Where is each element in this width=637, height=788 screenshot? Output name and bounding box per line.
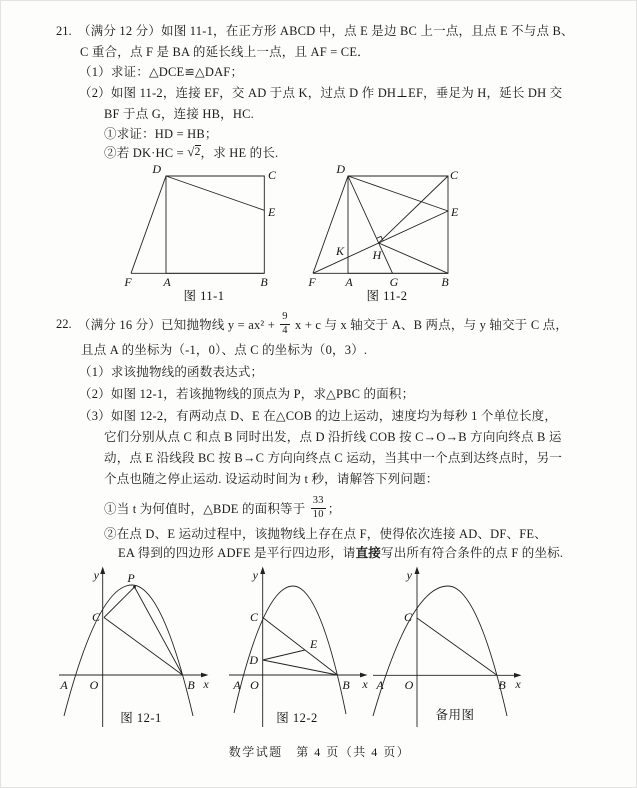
fig12-1-label-O: O (89, 678, 99, 692)
p22-line-1 (78, 309, 568, 339)
segment-DB (263, 660, 338, 675)
fig12-1-label-B: B (187, 678, 195, 692)
fig-spare-label-x: x (515, 677, 521, 691)
figure-11-2 (301, 159, 466, 307)
p22-sub-2-line-2 (118, 544, 563, 560)
fig12-2-label-x: x (362, 677, 368, 691)
fig12-2-label-D: D (249, 653, 258, 667)
p22-line-1-post: x + c 与 x 轴交于 A、B 两点，与 y 轴交于 C 点， (291, 318, 569, 332)
parabola (64, 585, 193, 716)
p22-line-2: 且点 A 的坐标为（-1，0）、点 C 的坐标为（0，3）. (81, 343, 368, 357)
fig11-2-label-K: K (335, 244, 344, 258)
radicand: 2 (194, 146, 201, 158)
fig11-2-label-A: A (345, 275, 353, 289)
fig11-1-label-B: B (260, 275, 268, 289)
fig11-2-label-D: D (336, 162, 345, 176)
fig-spare-label-A: A (376, 678, 384, 692)
fraction-33-10: $\frac{33}{10}$ (312, 495, 324, 520)
p21-sub-2-text: ②若 DK·HC = (104, 146, 188, 160)
p22-item-3-line-1: （3）如图 12-2，有两动点 D、E 在△COB 的边上运动，速度均为每秒 1 个单位长度， (79, 409, 558, 423)
fig11-2-caption: 图 11-2 (366, 289, 408, 303)
fig11-1-label-A: A (163, 275, 171, 289)
fig12-2-label-A: A (233, 678, 241, 692)
fig11-1-label-E: E (268, 205, 276, 219)
p22-sub-1-pre: ①当 t 为何值时，△BDE 的面积等于 (104, 502, 309, 516)
fig12-1-label-C: C (91, 610, 100, 624)
fig12-2-label-C: C (249, 610, 258, 624)
p22-sub-1 (104, 493, 340, 523)
figure-spare (369, 561, 531, 731)
fig12-1-label-y: y (93, 568, 99, 582)
fig11-2-label-B: B (441, 275, 449, 289)
segment-DF (313, 176, 348, 273)
fig11-2-label-F: F (308, 275, 316, 289)
fig11-1-label-D: D (152, 162, 161, 176)
sqrt-2-expression (187, 145, 200, 159)
y-axis-arrow (415, 567, 420, 575)
p21-line-1: （满分 12 分）如图 11-1，在正方形 ABCD 中，点 E 是边 BC 上一点，且点 E 不与点 B、 (78, 24, 574, 38)
p22-item-3-line-4: 个点也随之停止运动. 设运动时间为 t 秒，请解答下列问题： (104, 472, 439, 486)
segment-DE (348, 176, 448, 211)
fig11-2-label-H: H (372, 248, 382, 262)
radical-sign: √ (187, 144, 195, 159)
fig12-1-label-P: P (127, 571, 135, 585)
fig12-2-caption: 图 12-2 (276, 711, 318, 725)
segment-DE (166, 176, 264, 210)
fig11-1-label-F: F (124, 275, 132, 289)
fig-spare-label-O: O (404, 678, 414, 692)
p22-sub-2-bold: 直接 (355, 546, 381, 560)
figure-12-1 (51, 561, 216, 731)
fig11-2-label-E: E (451, 205, 459, 219)
segment-CB (263, 618, 338, 676)
fig11-2-label-C: C (450, 168, 459, 182)
p21-sub-2-text-end: ，求 HE 的长. (200, 146, 279, 160)
figure-11-1 (116, 159, 296, 307)
segment-CB (417, 618, 497, 675)
p22-sub-2-line-2a: EA 得到的四边形 ADFE 是平行四边形，请 (118, 546, 356, 560)
segment-HC (379, 176, 448, 243)
fig12-2-label-B: B (342, 678, 350, 692)
fig12-1-label-x: x (203, 677, 209, 691)
parabola (234, 586, 346, 714)
p21-number: 21. (56, 24, 72, 38)
fig-spare-caption: 备用图 (435, 708, 475, 722)
fig11-1-label-C: C (268, 168, 277, 182)
segment-DF (131, 176, 166, 273)
y-axis-arrow (100, 567, 105, 575)
fig12-2-label-O: O (250, 678, 259, 692)
segment-DG (348, 176, 393, 273)
fig12-2-label-E: E (310, 637, 318, 651)
p22-item-2: （2）如图 12-1，若该抛物线的顶点为 P，求△PBC 的面积； (79, 387, 415, 401)
p21-sub-1: ①求证：HD = HB； (104, 127, 218, 141)
page-footer: 数学试题 第 4 页（共 4 页） (228, 745, 411, 759)
square-ABCD (166, 176, 264, 273)
fig11-2-label-G: G (389, 275, 399, 289)
fig12-2-label-y: y (252, 568, 258, 582)
segment-CB (104, 618, 183, 676)
y-axis-arrow (260, 567, 265, 575)
segment-CP (104, 587, 135, 618)
fig11-1-caption: 图 11-1 (183, 289, 225, 303)
p22-number: 22. (56, 317, 72, 331)
fig-spare-label-y: y (406, 568, 412, 582)
p22-sub-2-line-1: ②在点 D、E 运动过程中，该抛物线上存在点 F，使得依次连接 AD、DF、FE、 (104, 527, 547, 541)
segment-PB (135, 587, 183, 675)
segment-DE (263, 650, 305, 660)
p22-item-3-line-3: 动，点 E 沿线段 BC 按 B→C 方向向终点 C 运动，当其中一个点到达终点时，另一 (104, 451, 563, 465)
p21-item-2-line-1: （2）如图 11-2，连接 EF，交 AD 于点 K，过点 D 作 DH⊥EF，垂足为 H，延长 DH 交 (79, 86, 563, 100)
fig-spare-label-B: B (498, 678, 506, 692)
p21-item-2-line-2: BF 于点 G，连接 HB，HC. (104, 107, 254, 121)
fraction-9-4: $\frac{9}{4}$ (282, 311, 288, 336)
segment-HB (379, 243, 448, 273)
fig12-1-caption: 图 12-1 (120, 711, 162, 725)
p22-sub-2-line-2c: 写出所有符合条件的点 F 的坐标. (381, 546, 564, 560)
parabola (373, 586, 507, 716)
fig-spare-label-C: C (403, 610, 412, 624)
p22-item-1: （1）求该抛物线的函数表达式； (79, 365, 264, 379)
p21-item-1: （1）求证：△DCE≌△DAF； (79, 65, 244, 79)
figure-12-2 (223, 561, 373, 731)
p22-item-3-line-2: 它们分别从点 C 和点 B 同时出发，点 D 沿折线 COB 按 C→O→B 方向向终点 B 运 (104, 430, 562, 444)
p22-line-1-pre: （满分 16 分）已知抛物线 y = ax² + (78, 318, 279, 332)
fig12-1-label-A: A (60, 678, 68, 692)
p22-sub-1-post: ； (327, 502, 341, 516)
p21-line-2: C 重合，点 F 是 BA 的延长线上一点，且 AF = CE． (80, 45, 370, 59)
